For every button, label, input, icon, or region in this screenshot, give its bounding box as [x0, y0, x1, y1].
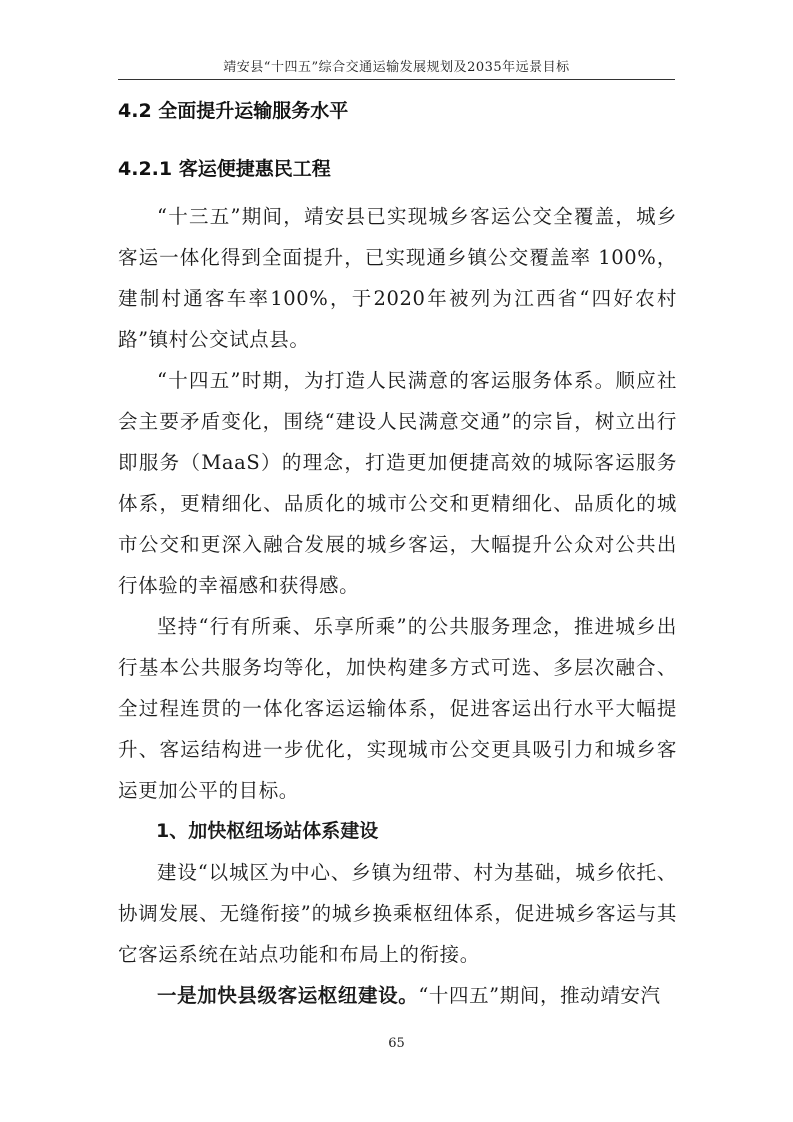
paragraph-1: “十三五”期间，靖安县已实现城乡客运公交全覆盖，城乡客运一体化得到全面提升，已实现通乡镇公交覆盖率 100%，建制村通客车率100%，于2020年被列为江西省“四好农村路”镇村公交试点县。 — [118, 205, 677, 351]
point-lead: 一是加快县级客运枢纽建设。 — [157, 984, 419, 1007]
paragraph-3: 坚持“行有所乘、乐享所乘”的公共服务理念，推进城乡出行基本公共服务均等化，加快构建多方式可选、多层次融合、全过程连贯的一体化客运运输体系，促进客运出行水平大幅提升、客运结构进一步优化，实现城市公交更具吸引力和城乡客运更加公平的目标。 — [118, 615, 677, 802]
point-text: “十四五”期间，推动靖安汽 — [418, 984, 661, 1007]
page-number: 65 — [388, 1036, 405, 1051]
page-body — [118, 96, 677, 1016]
item-paragraph-1: 建设“以城区为中心、乡镇为纽带、村为基础，城乡依托、协调发展、无缝衔接”的城乡换乘枢纽体系，促进城乡客运与其它客运系统在站点功能和布局上的衔接。 — [118, 861, 677, 966]
running-header: 靖安县“十四五”综合交通运输发展规划及2035年远景目标 — [223, 60, 570, 75]
item-heading-1: 1、加快枢纽场站体系建设 — [156, 820, 379, 842]
section-title: 4.2 全面提升运输服务水平 — [118, 100, 349, 122]
header-rule — [118, 79, 675, 80]
paragraph-2: “十四五”时期，为打造人民满意的客运服务体系。顺应社会主要矛盾变化，围绕“建设人民满意交通”的宗旨，树立出行即服务（MaaS）的理念，打造更加便捷高效的城际客运服务体系，更精细化、品质化的城市公交和更精细化、品质化的城市公交和更深入融合发展的城乡客运，大幅提升公众对公共出行体验的幸福感和获得感。 — [118, 369, 677, 597]
point-paragraph-1 — [118, 975, 677, 1016]
subsection-title: 4.2.1 客运便捷惠民工程 — [118, 158, 331, 180]
